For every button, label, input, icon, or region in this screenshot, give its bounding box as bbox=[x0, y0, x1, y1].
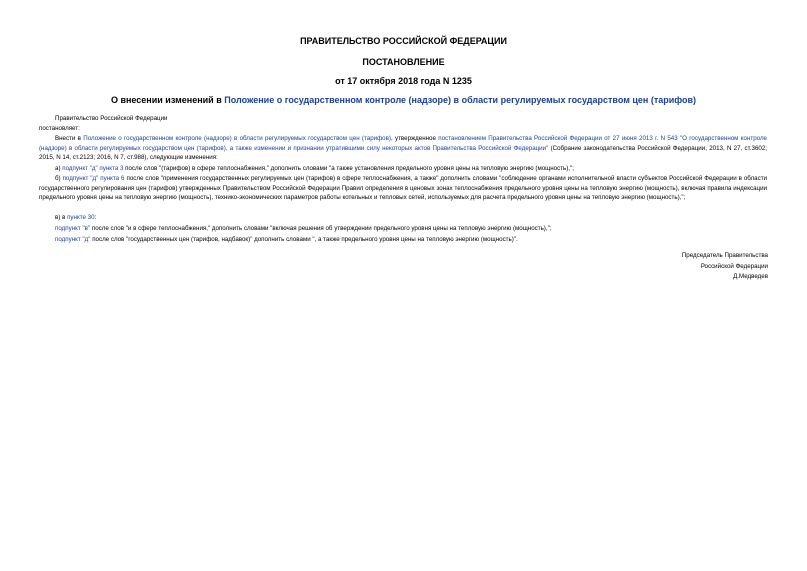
pb-link[interactable]: подпункт "д" пункта 6 bbox=[62, 175, 125, 182]
paragraph-c1 bbox=[55, 224, 552, 234]
date-number-heading: от 17 октября 2018 года N 1235 bbox=[335, 76, 472, 86]
pc-text-a: в) в bbox=[55, 214, 68, 221]
pc2-text: после слов "государственных цен (тарифов, надбавок)" дополнить словами ", а также предельного уровня цены на тепловую энергию (мощность)". bbox=[90, 236, 518, 243]
paragraph-b bbox=[39, 174, 767, 203]
p1-text-c: (Собрание законодательства Российской Федерации, 2013, N 27, ст.3602; 2015, N 14, ст.2123; 2016, N 7, ст.988), следующие изменения: bbox=[39, 144, 767, 162]
signature-title: Председатель Правительства bbox=[681, 252, 768, 259]
p1-text-b: , утвержденное bbox=[390, 135, 439, 142]
document-type-heading: ПОСТАНОВЛЕНИЕ bbox=[362, 57, 445, 67]
p1-link-resolution[interactable]: постановлением Правительства Российской Федерации от 27 июня 2013 г. N 543 "О государственном контроле (надзоре) в области регулируемых государством цен (тарифов), а также изменении и признании утратившими силу некоторых актов Правительства Российской Федерации" bbox=[39, 135, 768, 152]
pc2-link[interactable]: подпункт "д" bbox=[55, 236, 91, 243]
government-heading: ПРАВИТЕЛЬСТВО РОССИЙСКОЙ ФЕДЕРАЦИИ bbox=[300, 36, 507, 46]
paragraph-c bbox=[55, 213, 96, 223]
title-link[interactable]: Положение о государственном контроле (надзоре) в области регулируемых государством цен (тарифов) bbox=[224, 95, 697, 105]
p1-link-regulation[interactable]: Положение о государственном контроле (надзоре) в области регулируемых государством цен (тарифов) bbox=[83, 135, 391, 142]
paragraph-c2 bbox=[55, 235, 518, 245]
pc1-text: после слов "и в сфере теплоснабжения," дополнить словами "включая решения об утверждении предельного уровня цены на тепловую энергию (мощность),"; bbox=[90, 225, 552, 232]
paragraph-a bbox=[39, 164, 767, 174]
title-prefix: О внесении изменений в bbox=[110, 95, 225, 105]
document-title bbox=[0, 95, 807, 106]
pa-link[interactable]: подпункт "д" пункта 3 bbox=[62, 165, 124, 172]
pa-text-a: а) bbox=[55, 165, 63, 172]
pc1-link[interactable]: подпункт "в" bbox=[55, 225, 91, 232]
pb-text-b: после слов "применения государственных регулируемых цен (тарифов) в сфере теплоснабжения, а также" дополнить словами "соблюдение органами исполнительной власти субъектов Российской Федерации в области государственного регулирования цен (тарифов) утвержденных Правительством Российской Федерации Правил определения в ценовых зонах теплоснабжения предельного уровня цены на тепловую энергию (мощность), включая правила индексации предельного уровня цены на тепловую энергию (мощность), технико-экономических параметров работы котельных и тепловых сетей, используемых для расчета предельного уровня цены на тепловую энергию (мощность),"; bbox=[39, 175, 767, 202]
government-line: Правительство Российской Федерации bbox=[55, 115, 168, 122]
pa-text-b: после слов "(тарифов) в сфере теплоснабжения," дополнить словами "а также установления предельного уровня цены на тепловую энергию (мощность),"; bbox=[123, 165, 574, 172]
pc-text-b: : bbox=[94, 214, 97, 221]
p1-text-a: Внести в bbox=[55, 135, 84, 142]
pc-link[interactable]: пункте 30 bbox=[67, 214, 95, 221]
resolves-line: постановляет: bbox=[39, 125, 80, 132]
signature-org: Российской Федерации bbox=[700, 263, 768, 270]
paragraph-main bbox=[39, 134, 767, 163]
pb-text-a: б) bbox=[55, 175, 63, 182]
signature-name: Д.Медведев bbox=[733, 273, 768, 280]
